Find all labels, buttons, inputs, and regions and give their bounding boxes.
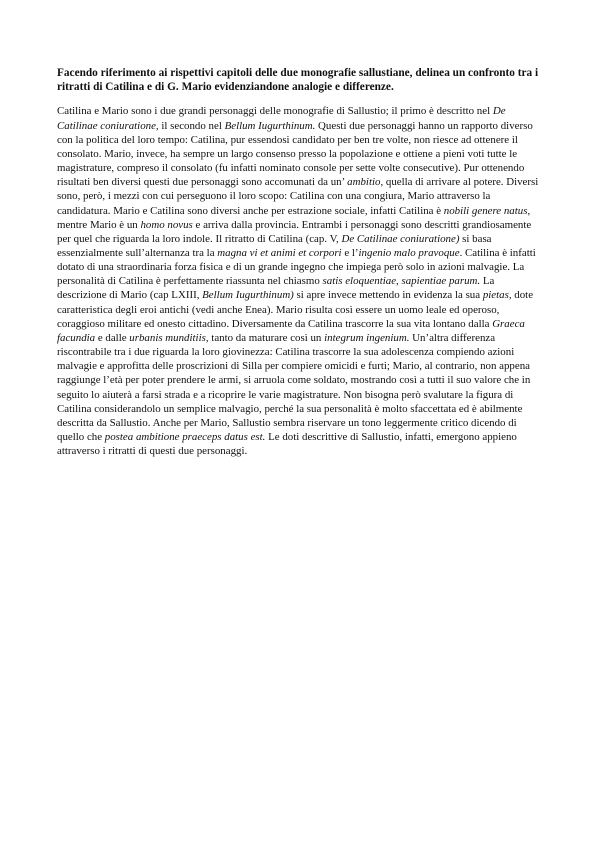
text-run: , quella di arrivare al potere. Diversi sono, però, i mezzi con cui perseguono il loro scopo: Catilina con una congiura, Mario attraverso la candidatura. Mario e Catilina sono diversi anche per estrazione sociale, infatti Catilina è [57, 176, 539, 217]
latin-citation: nobili genere natus [443, 204, 528, 217]
text-run: . Catilina è infatti dotato di una straordinaria forza fisica e di un grande ingegno che impiega però solo in azioni malvagie. La personalità di Catilina è perfettamente riassunta nel chiasmo [57, 246, 536, 288]
latin-citation: Bellum Iugurthinum. [224, 119, 316, 132]
text-run: La descrizione di Mario (cap LXIII, [57, 275, 495, 302]
latin-citation: ambitio [347, 176, 381, 189]
text-run: si apre invece mettendo in evidenza la sua [293, 289, 483, 302]
latin-citation: Bellum Iugurthinum) [202, 289, 294, 302]
latin-citation: postea ambitione praeceps datus est. [104, 431, 266, 443]
text-run: Questi due personaggi hanno un rapporto diverso con la politica del loro tempo: Catilina, pur essendosi candidato per ben tre volte, non riesce ad ottenere il consolato. Mario, invece, ha sempre un largo consenso presso la popolazione e ottiene a pieni voti tutte le magistrature, compreso il consolato (fu infatti nominato console per sette volte consecutive). Pur ottenendo risultati ben diversi questi due personaggi sono accomunati da un’ [57, 119, 533, 189]
latin-citation: pietas, [482, 289, 512, 302]
text-run: dote caratteristica degli eroi antichi (vedi anche Enea). Mario risulta così essere un uomo leale ed operoso, coraggioso militare ed onesto cittadino. Diversamente da Catilina trascorre la sua vita lontano dalla [57, 289, 534, 330]
essay-paragraph [57, 104, 541, 458]
text-run: tanto da maturare così un [208, 331, 325, 344]
text-run: e l’ [341, 246, 359, 259]
latin-citation: Graeca facundia [57, 317, 525, 344]
latin-citation: integrum ingenium. [324, 331, 410, 344]
latin-citation: De Catilinae coniuratione, [57, 105, 506, 132]
text-run: Le doti descrittive di Sallustio, infatti, emergono appieno attraverso i ritratti di questi due personaggi. [57, 431, 517, 458]
latin-citation: ingenio malo pravoque [358, 246, 460, 259]
text-run: si basa essenzialmente sull’alternanza tra la [57, 232, 492, 259]
latin-citation: magna vi et animi et corpori [217, 246, 342, 259]
text-run: Catilina e Mario sono i due grandi personaggi delle monografie di Sallustio; il primo è descritto nel [57, 105, 493, 118]
text-run: e arriva dalla provincia. Entrambi i personaggi sono descritti grandiosamente per quel che riguarda la loro indole. Il ritratto di Catilina (cap. V, [57, 218, 532, 245]
latin-citation: urbanis munditiis, [129, 331, 209, 344]
latin-citation: homo novus [140, 218, 193, 231]
latin-citation: satis eloquentiae, sapientiae parum. [322, 275, 481, 288]
latin-citation: De Catilinae coniuratione) [341, 232, 460, 245]
text-run: , mentre Mario è un [57, 204, 531, 231]
text-run: il secondo nel [158, 119, 225, 132]
text-run: Un’altra differenza riscontrabile tra i due riguarda la loro giovinezza: Catilina trascorre la sua adolescenza compiendo azioni malvagie e approfitta delle proscrizioni di Silla per compiere omicidi e furti; Mario, al contrario, non appena raggiunge l’età per poter prendere le armi, si arruola come soldato, mostrando così a tutti il suo valore che in seguito lo aiuterà a farsi strada e a ricoprire le varie magistrature. Non bisogna però svalutare la figura di Catilina considerandolo un semplice malvagio, perché la sua personalità è molto sfaccettata ed è abilmente descritta da Sallustio. Anche per Mario, Sallustio sembra riservare un tono leggermente critico dicendo di quello che [57, 331, 531, 443]
text-run: e dalle [95, 331, 130, 344]
document-page [57, 66, 541, 458]
question-heading: Facendo riferimento ai rispettivi capitoli delle due monografie sallustiane, delinea un confronto tra i ritratti di Catilina e di G. Mario evidenziandone analogie e differenze. [57, 67, 539, 94]
